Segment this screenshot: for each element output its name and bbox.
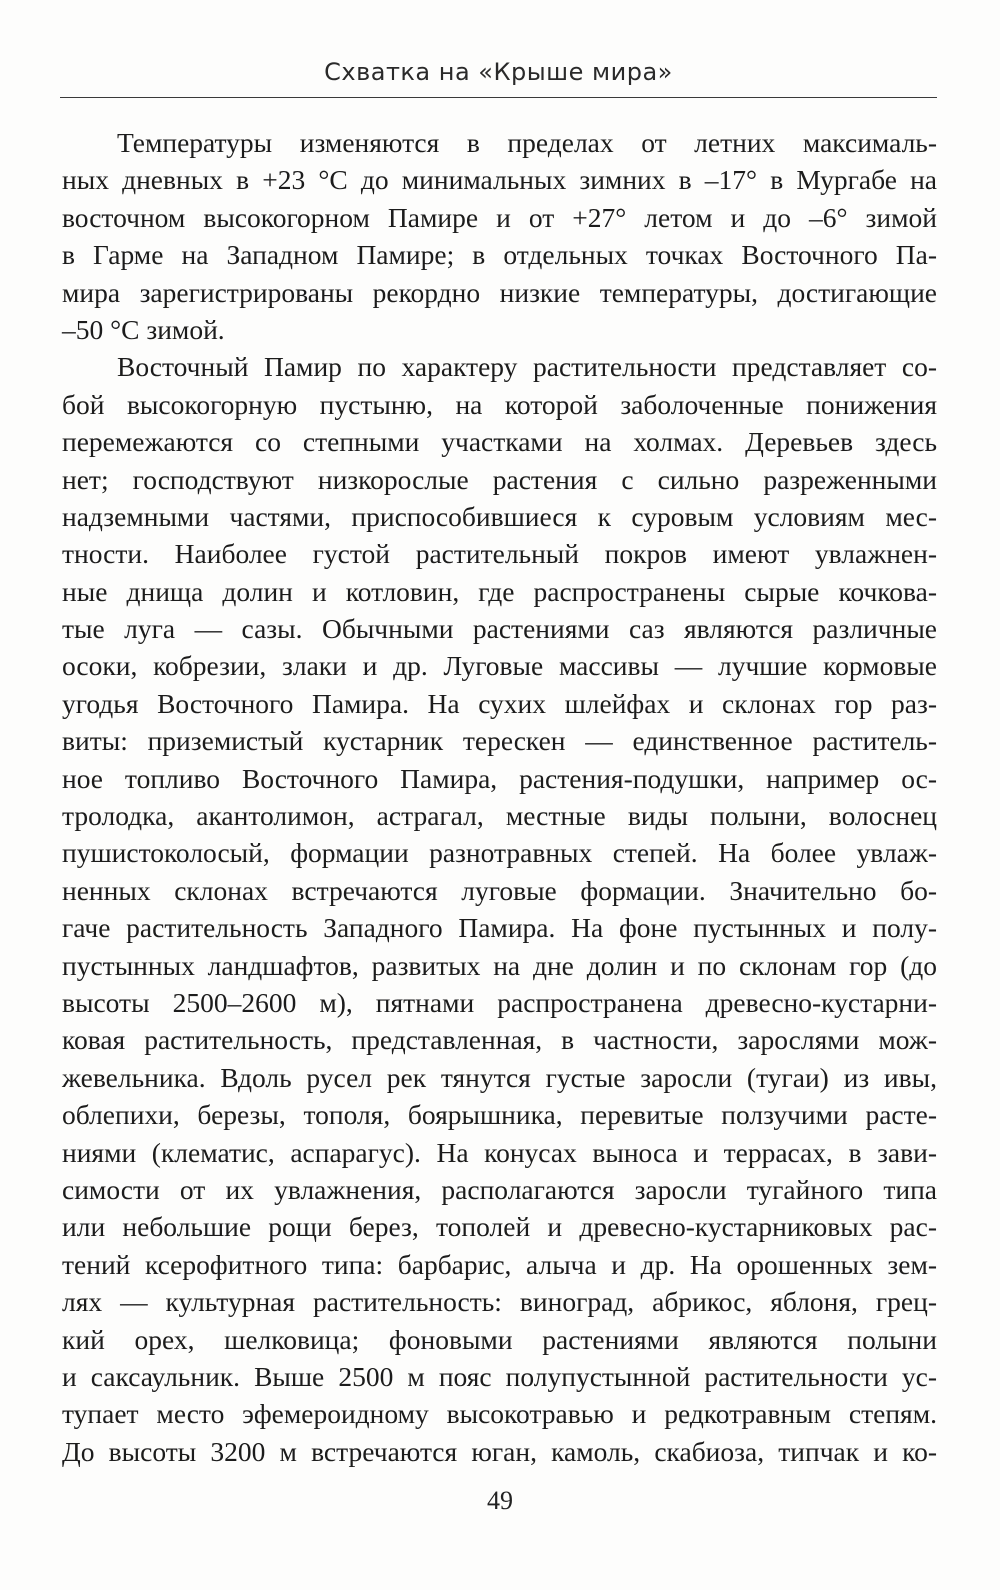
- text-line: тности. Наиболее густой растительный покров имеют увлажнен-: [62, 538, 937, 570]
- text-line: угодья Восточного Памира. На сухих шлейфах и склонах гор раз-: [62, 687, 937, 719]
- text-line: жевельника. Вдоль русел рек тянутся густые заросли (тугаи) из ивы,: [62, 1061, 937, 1093]
- text-line: облепихи, березы, тополя, боярышника, перевитые ползучими расте-: [62, 1099, 937, 1131]
- text-line: пушистоколосый, формации разнотравных степей. На более увлаж-: [62, 837, 937, 869]
- text-line: гаче растительность Западного Памира. На фоне пустынных и полу-: [62, 912, 937, 944]
- body-text: [62, 124, 937, 1470]
- text-line: надземными частями, приспособившиеся к суровым условиям мес-: [62, 500, 937, 532]
- text-line: и саксаульник. Выше 2500 м пояс полупустынной растительности ус-: [62, 1360, 937, 1392]
- text-line: ных дневных в +23 °С до минимальных зимних в –17° в Мургабе на: [62, 164, 937, 196]
- text-line: До высоты 3200 м встречаются юган, камоль, скабиоза, типчак и ко-: [62, 1435, 937, 1467]
- text-line: –50 °С зимой.: [62, 313, 225, 345]
- text-line: нет; господствуют низкорослые растения с сильно разреженными: [62, 463, 937, 495]
- text-line: кий орех, шелковица; фоновыми растениями являются полыни: [62, 1323, 937, 1355]
- text-line: или небольшие рощи берез, тополей и древесно-кустарниковых рас-: [62, 1211, 937, 1243]
- text-line: мира зарегистрированы рекордно низкие температуры, достигающие: [62, 276, 937, 308]
- text-line: тупает место эфемероидному высокотравью и редкотравным степям.: [62, 1398, 937, 1430]
- header-rule: [60, 97, 937, 98]
- text-line: тролодка, акантолимон, астрагал, местные виды полыни, волоснец: [62, 800, 937, 832]
- text-line: ное топливо Восточного Памира, растения-подушки, например ос-: [62, 762, 937, 794]
- text-line: тений ксерофитного типа: барбарис, алыча и др. На орошенных зем-: [62, 1248, 937, 1280]
- text-line: высоты 2500–2600 м), пятнами распространена древесно-кустарни-: [62, 986, 937, 1018]
- text-line: осоки, кобрезии, злаки и др. Луговые массивы — лучшие кормовые: [62, 650, 937, 682]
- running-head-title: Схватка на «Крыше мира»: [324, 58, 673, 86]
- text-line: лях — культурная растительность: виноград, абрикос, яблоня, грец-: [62, 1286, 937, 1318]
- text-line: в Гарме на Западном Памире; в отдельных точках Восточного Па-: [62, 239, 937, 271]
- text-line: ковая растительность, представленная, в частности, зарослями мож-: [62, 1024, 937, 1056]
- text-line: ниями (клематис, аспарагус). На конусах выноса и террасах, в зави-: [62, 1136, 937, 1168]
- text-line: симости от их увлажнения, располагаются заросли тугайного типа: [62, 1173, 937, 1205]
- text-line: Температуры изменяются в пределах от летних максималь-: [117, 127, 937, 158]
- text-line: перемежаются со степными участками на холмах. Деревьев здесь: [62, 426, 937, 458]
- text-line: Восточный Памир по характеру растительности представляет со-: [117, 351, 937, 383]
- text-line: ные днища долин и котловин, где распространены сырые кочкова-: [62, 575, 937, 607]
- text-line: виты: приземистый кустарник терескен — единственное раститель-: [62, 725, 937, 757]
- text-line: бой высокогорную пустыню, на которой заболоченные понижения: [62, 388, 937, 420]
- text-line: ненных склонах встречаются луговые формации. Значительно бо-: [62, 874, 937, 906]
- page-number: 49: [487, 1486, 513, 1515]
- text-line: тые луга — сазы. Обычными растениями саз являются различные: [62, 613, 937, 645]
- text-line: пустынных ландшафтов, развитых на дне долин и по склонам гор (до: [62, 949, 937, 981]
- text-line: восточном высокогорном Памире и от +27° летом и до –6° зимой: [62, 201, 937, 233]
